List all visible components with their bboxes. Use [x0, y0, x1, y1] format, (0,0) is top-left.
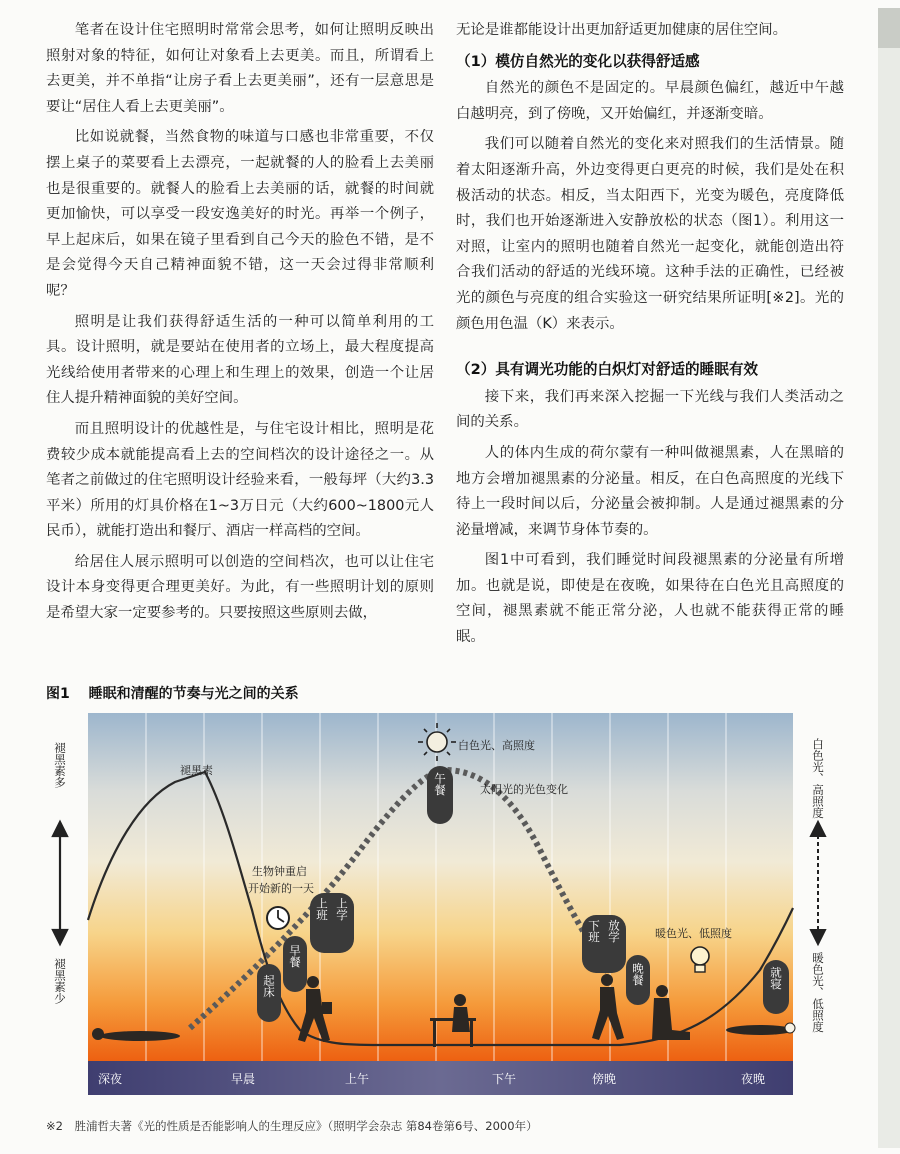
left-axis-arrow	[53, 822, 67, 944]
paragraph: 照明是让我们获得舒适生活的一种可以简单利用的工具。设计照明，就是要站在使用者的立场上，最大程度提高光线给使用者带来的心理上和生理上的效果，创造一个让居住人提升精神面貌的美好空间。	[46, 313, 434, 407]
sun-path-label: 太阳光的光色变化	[480, 783, 568, 796]
time-label-forenoon: 上午	[345, 1072, 370, 1086]
activity-capsule-breakfast	[283, 936, 307, 992]
svg-text:午餐: 午餐	[433, 772, 447, 796]
footnote: ※2 胜浦哲夫著《光的性质是否能影响人的生理反应》（照明学会杂志 第84卷第6号、2000年）	[46, 1119, 538, 1133]
paragraph: 自然光的颜色不是固定的。早晨颜色偏红，越近中午越白越明亮，到了傍晚，又开始偏红，并逐渐变暗。	[456, 80, 844, 122]
warm-light-label: 暖色光、低照度	[655, 927, 732, 940]
activity-capsule-return	[582, 915, 626, 973]
left-axis-bottom-label: 褪黑素少	[53, 958, 67, 1004]
sun-top-label: 白色光、高照度	[458, 739, 535, 752]
paragraph: 比如说就餐，当然食物的味道与口感也非常重要，不仅摆上桌子的菜要看上去漂亮，一起就餐的人的脸看上去美丽也是很重要的。就餐人的脸看上去美丽的话，就餐的时间就更加愉快，可以享受一段安逸美好的时光。再举一个例子，早上起床后，如果在镜子里看到自己今天的脸色不错，是不是会觉得今天自己精神面貌不错，这一天会过得非常顺利呢？	[46, 129, 434, 299]
time-label-late-night: 深夜	[98, 1072, 123, 1086]
right-column	[456, 18, 844, 656]
svg-text:晚餐: 晚餐	[631, 962, 645, 986]
time-label-afternoon: 下午	[492, 1072, 517, 1086]
page-edge-tab	[878, 8, 900, 48]
svg-text:上学: 上学	[335, 897, 349, 921]
section-heading: （2）具有调光功能的白炽灯对舒适的睡眠有效	[456, 361, 759, 379]
activity-capsule-wake	[257, 964, 281, 1022]
paragraph: 我们可以随着自然光的变化来对照我们的生活情景。随着太阳逐渐升高，外边变得更白更亮的时候，我们是处在积极活动的状态。相反，当太阳西下，光变为暖色，亮度降低时，我们也开始逐渐进入安静放松的状态（图1）。利用这一对照，让室内的照明也随着自然光一起变化，就能创造出符合我们活动的舒适的光线环境。这种手法的正确性，已经被光的颜色与亮度的组合实验这一研究结果所证明[※2]。光的颜色用色温（K）来表示。	[456, 136, 844, 332]
right-axis-bottom-label: 暖色光、低照度	[811, 952, 825, 1033]
clock-reset-label: 生物钟重启	[252, 865, 307, 878]
paragraph: 笔者在设计住宅照明时常常会思考，如何让照明反映出照射对象的特征，如何让对象看上去更美。而且，所谓看上去更美，并不单指“让房子看上去更美丽”，还有一层意思是要让“居住人看上去更美丽”。	[46, 22, 434, 115]
paragraph: 图1中可看到，我们睡觉时间段褪黑素的分泌量有所增加。也就是说，即使是在夜晚，如果待在白色光且高照度的空间，褪黑素就不能正常分泌，人也就不能获得正常的睡眠。	[456, 552, 844, 646]
new-day-label: 开始新的一天	[248, 882, 314, 895]
paragraph: 而且照明设计的优越性是，与住宅设计相比，照明是花费较少成本就能提高看上去的空间档次的设计途径之一。从笔者之前做过的住宅照明设计经验来看，一般每坪（大约3.3平米）所用的灯具价格在1~3万日元（大约600~1800元人民币），就能打造出和餐厅、酒店一样高档的空间。	[46, 420, 434, 540]
svg-text:起床: 起床	[262, 974, 276, 998]
melatonin-label: 褪黑素	[180, 764, 213, 777]
clock-icon	[267, 907, 289, 929]
right-axis-arrow	[811, 822, 825, 944]
activity-capsule-commute	[310, 893, 354, 953]
paragraph: 接下来，我们再来深入挖掘一下光线与我们人类活动之间的关系。	[456, 388, 844, 431]
left-axis-top-label: 褪黑素多	[53, 742, 67, 788]
svg-text:早餐: 早餐	[288, 944, 302, 968]
sleep-light-diagram	[0, 700, 900, 1110]
figure-number: 图1	[46, 686, 70, 702]
time-label-morning: 早晨	[231, 1072, 256, 1086]
activity-capsule-lunch	[427, 766, 453, 824]
paragraph: 人的体内生成的荷尔蒙有一种叫做褪黑素，人在黑暗的地方会增加褪黑素的分泌量。相反，在白色高照度的光线下待上一段时间以后，分泌量会被抑制。人是通过褪黑素的分泌量增减，来调节身体节奏的。	[456, 444, 844, 538]
section-heading: （1）模仿自然光的变化以获得舒适感	[456, 52, 700, 70]
svg-text:就寝: 就寝	[769, 966, 783, 990]
time-bar	[88, 1061, 793, 1095]
left-column	[46, 18, 434, 632]
activity-capsule-sleep	[763, 960, 789, 1014]
paragraph: 无论是谁都能设计出更加舒适更加健康的居住空间。	[456, 22, 787, 38]
figure-caption: 睡眠和清醒的节奏与光之间的关系	[88, 686, 299, 702]
svg-text:放学: 放学	[607, 919, 621, 943]
paragraph: 给居住人展示照明可以创造的空间档次，也可以让住宅设计本身变得更合理更美好。为此，有一些照明计划的原则是希望大家一定要参考的。只要按照这些原则去做，	[46, 553, 434, 622]
right-axis-top-label: 白色光、高照度	[811, 738, 825, 819]
svg-text:下班: 下班	[587, 919, 601, 943]
time-label-evening: 傍晚	[592, 1072, 617, 1086]
svg-text:上班: 上班	[315, 897, 329, 921]
time-label-night: 夜晚	[741, 1072, 766, 1086]
activity-capsule-dinner	[626, 955, 650, 1005]
